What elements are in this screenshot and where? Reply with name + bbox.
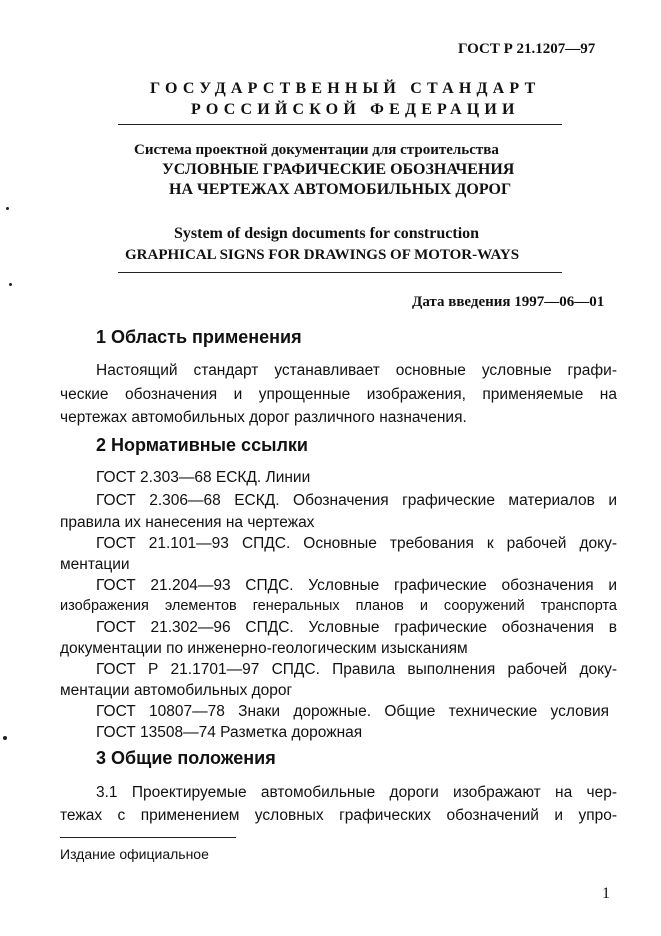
reference-line: документации по инженерно-геологическим изысканиям [60,640,468,657]
section-1-heading: 1 Область применения [96,327,302,347]
system-title-en: System of design documents for construction [174,225,480,242]
reference-line: ГОСТ 10807—78 Знаки дорожные. Общие технические условия [96,703,609,720]
footer-rule [60,837,236,838]
doc-title-ru-line1: УСЛОВНЫЕ ГРАФИЧЕСКИЕ ОБОЗНАЧЕНИЯ [162,161,515,178]
title-bottom-rule [118,272,562,273]
page-number: 1 [602,885,610,902]
reference-line: изображения элементов генеральных планов и сооружений транспорта [60,598,617,614]
edition-note: Издание официальное [60,846,209,862]
state-standard-line2: РОССИЙСКОЙ ФЕДЕРАЦИИ [191,101,520,118]
title-top-rule [118,124,562,125]
section-2-heading: 2 Нормативные ссылки [96,435,308,455]
reference-line: ментации автомобильных дорог [60,682,293,699]
reference-line: ментации [60,556,130,573]
section-3-heading: 3 Общие положения [96,748,276,768]
doc-title-ru-line2: НА ЧЕРТЕЖАХ АВТОМОБИЛЬНЫХ ДОРОГ [169,181,512,198]
section-3-line: тежах с применением условных графических обозначений и упро- [60,807,617,824]
state-standard-line1: ГОСУДАРСТВЕННЫЙ СТАНДАРТ [150,80,541,97]
section-3-line: 3.1 Проектируемые автомобильные дороги изображают на чер- [96,784,617,801]
section-1-line: чертежах автомобильных дорог различного назначения. [60,409,467,426]
reference-line: правила их нанесения на чертежах [60,514,315,531]
scan-speck [6,207,9,210]
reference-line: ГОСТ 21.204—93 СПДС. Условные графические обозначения и [96,577,617,594]
doc-title-en: GRAPHICAL SIGNS FOR DRAWINGS OF MOTOR-WAYS [125,247,520,263]
section-1-line: ческие обозначения и упрощенные изображения, применяемые на [60,386,617,403]
system-title-ru: Система проектной документации для строительства [134,142,499,158]
scan-speck [3,736,7,740]
gost-code: ГОСТ Р 21.1207—97 [458,41,596,57]
section-1-line: Настоящий стандарт устанавливает основные условные графи- [96,362,617,379]
reference-line: ГОСТ 2.303—68 ЕСКД. Линии [96,469,311,486]
reference-line: ГОСТ 21.302—96 СПДС. Условные графические обозначения в [96,619,617,636]
reference-line: ГОСТ 13508—74 Разметка дорожная [96,724,363,741]
introduction-date: Дата введения 1997—06—01 [412,294,605,310]
reference-line: ГОСТ Р 21.1701—97 СПДС. Правила выполнения рабочей доку- [96,661,617,678]
reference-line: ГОСТ 2.306—68 ЕСКД. Обозначения графические материалов и [96,492,617,509]
reference-line: ГОСТ 21.101—93 СПДС. Основные требования к рабочей доку- [96,535,617,552]
scan-speck [9,283,12,286]
